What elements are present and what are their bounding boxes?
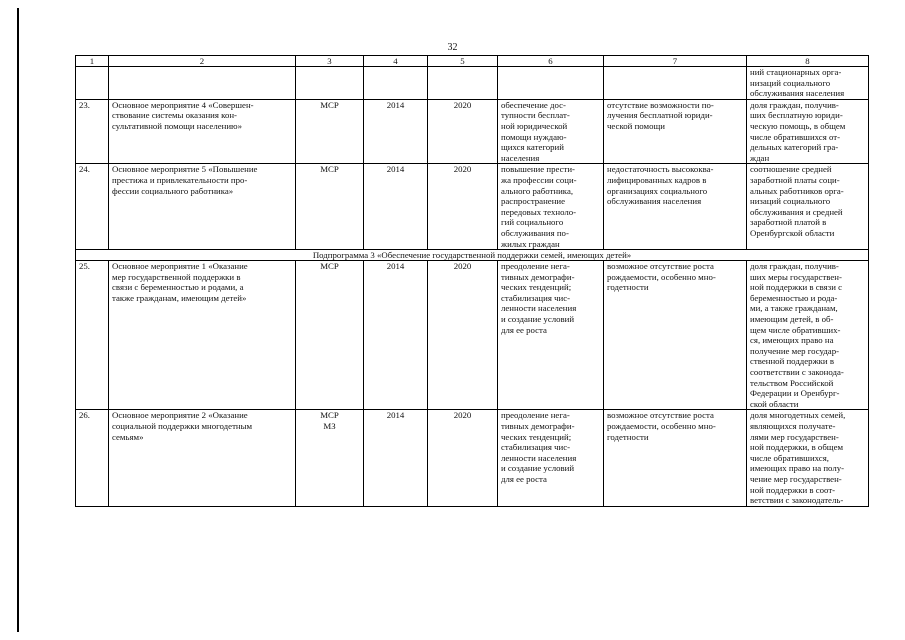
- program-activities-table: [75, 55, 869, 507]
- column-number-cell: 2: [109, 56, 296, 67]
- table-row: [76, 164, 869, 250]
- page-number: 32: [447, 42, 458, 53]
- executor-cell: [296, 164, 364, 250]
- indicator-line: лями мер государствен-: [750, 431, 839, 442]
- indicator-line: числе обратившихся,: [750, 452, 829, 463]
- indicator-line: ся, имеющих право на: [750, 335, 834, 346]
- executor-line: МСР: [320, 410, 339, 421]
- executor-cell: [296, 261, 364, 410]
- indicator-line: обслуживания и средней: [750, 206, 843, 217]
- indicator-cell: [747, 67, 869, 100]
- expected-result-line: жилых граждан: [501, 238, 560, 249]
- expected-result-line: для ее роста: [501, 324, 547, 335]
- indicator-line: заработной платы соци-: [750, 174, 840, 185]
- expected-result-line: тупности бесплат-: [501, 110, 570, 121]
- indicator-line: чение мер государствен-: [750, 473, 842, 484]
- expected-result-line: ленности населения: [501, 303, 577, 314]
- activity-name-line: фессии социального работника»: [112, 185, 234, 196]
- risks-line: рождаемости, особенно мно-: [607, 271, 716, 282]
- expected-result-line: повышение прести-: [501, 164, 575, 175]
- risks-line: возможное отсутствие роста: [607, 410, 714, 421]
- column-number-cell: 3: [296, 56, 364, 67]
- indicator-cell: [747, 261, 869, 410]
- expected-result-line: стабилизация чис-: [501, 292, 571, 303]
- expected-result-line: передовых техноло-: [501, 206, 577, 217]
- executor-line: МСР: [320, 99, 339, 110]
- activity-name-line: связи с беременностью и родами, а: [112, 282, 244, 293]
- activity-name-line: ствование системы оказания кон-: [112, 110, 237, 121]
- end-year-cell: 2020: [428, 410, 498, 506]
- indicator-line: соответствии с законода-: [750, 367, 844, 378]
- empty-cell: [498, 67, 604, 100]
- indicator-line: Федерации и Оренбург-: [750, 388, 840, 399]
- risks-line: ческой помощи: [607, 120, 665, 131]
- expected-result-line: распространение: [501, 196, 566, 207]
- indicator-line: заработной платой в: [750, 217, 827, 228]
- empty-cell: [364, 67, 428, 100]
- expected-result-line: щихся категорий: [501, 142, 564, 153]
- indicator-line: получение мер государ-: [750, 345, 840, 356]
- column-number-row: [76, 56, 869, 67]
- indicator-line: ветствии с законодатель-: [750, 495, 844, 506]
- page-binding-line: [17, 8, 19, 632]
- indicator-line: доля многодетных семей,: [750, 410, 846, 421]
- indicator-line: имеющим детей, в об-: [750, 314, 834, 325]
- risks-cell: [604, 261, 747, 410]
- empty-cell: [428, 67, 498, 100]
- expected-result-line: ленности населения: [501, 452, 577, 463]
- indicator-line: ческую помощь, в общем: [750, 120, 846, 131]
- indicator-line: числе обратившихся от-: [750, 131, 841, 142]
- executor-line: МСР: [320, 164, 339, 175]
- indicator-line: обслуживания населения: [750, 88, 845, 99]
- indicator-line: ственной поддержки в: [750, 356, 834, 367]
- end-year-cell: 2020: [428, 261, 498, 410]
- table-row: [76, 99, 869, 164]
- start-year-cell: 2014: [364, 261, 428, 410]
- expected-result-line: тивных демографи-: [501, 271, 575, 282]
- expected-result-line: гий социального: [501, 217, 564, 228]
- empty-cell: [604, 67, 747, 100]
- indicator-cell: [747, 99, 869, 164]
- row-number-cell: 24.: [76, 164, 109, 250]
- column-number-cell: 6: [498, 56, 604, 67]
- indicator-line: низаций социального: [750, 77, 831, 88]
- indicator-line: ших бесплатную юриди-: [750, 110, 843, 121]
- expected-result-line: и создание условий: [501, 463, 575, 474]
- indicator-line: ной поддержки, в общем: [750, 442, 844, 453]
- activity-name-line: Основное мероприятие 4 «Совершен-: [112, 99, 254, 110]
- column-number-cell: 8: [747, 56, 869, 67]
- activity-name-cell: [109, 410, 296, 506]
- end-year-cell: 2020: [428, 164, 498, 250]
- expected-result-line: преодоление нега-: [501, 261, 570, 272]
- indicator-line: низаций социального: [750, 196, 831, 207]
- executor-line: МСР: [320, 261, 339, 272]
- expected-result-cell: [498, 99, 604, 164]
- indicator-line: тельством Российской: [750, 377, 834, 388]
- activity-name-cell: [109, 261, 296, 410]
- risks-cell: [604, 99, 747, 164]
- expected-result-cell: [498, 410, 604, 506]
- activity-name-line: Основное мероприятие 2 «Оказание: [112, 410, 248, 421]
- indicator-line: ской области: [750, 398, 799, 409]
- risks-line: обслуживания населения: [607, 196, 702, 207]
- activity-name-line: престижа и привлекательности про-: [112, 174, 248, 185]
- indicator-line: беременностью и рода-: [750, 292, 838, 303]
- activity-name-line: социальной поддержки многодетным: [112, 421, 253, 431]
- expected-result-line: ального работника,: [501, 185, 574, 196]
- indicator-line: альных работников орга-: [750, 185, 844, 196]
- empty-cell: [76, 67, 109, 100]
- start-year-cell: 2014: [364, 410, 428, 506]
- activity-name-line: сультативной помощи населению»: [112, 120, 243, 131]
- indicator-line: соотношение средней: [750, 164, 832, 175]
- table-row: [76, 410, 869, 506]
- expected-result-line: ческих тенденций;: [501, 431, 572, 442]
- expected-result-cell: [498, 164, 604, 250]
- indicator-line: щем числе обративших-: [750, 324, 841, 335]
- expected-result-line: и создание условий: [501, 314, 575, 325]
- risks-line: отсутствие возможности по-: [607, 99, 714, 110]
- expected-result-line: жа профессии соци-: [501, 174, 577, 185]
- continuation-row: [76, 67, 869, 100]
- indicator-line: ми, а также гражданам,: [750, 303, 838, 314]
- row-number-cell: 23.: [76, 99, 109, 164]
- indicator-line: ших меры государствен-: [750, 271, 842, 282]
- expected-result-line: населения: [501, 152, 540, 163]
- indicator-line: доля граждан, получив-: [750, 99, 839, 110]
- empty-cell: [109, 67, 296, 100]
- risks-line: лучения бесплатной юриди-: [607, 110, 713, 121]
- empty-cell: [296, 67, 364, 100]
- indicator-line: ний стационарных орга-: [750, 67, 842, 77]
- activity-name-line: также гражданам, имеющим детей»: [112, 292, 247, 303]
- indicator-line: ной поддержки в связи с: [750, 282, 843, 293]
- activity-name-line: Основное мероприятие 1 «Оказание: [112, 261, 248, 272]
- table-row: [76, 261, 869, 410]
- risks-cell: [604, 164, 747, 250]
- subprogram-row: [76, 250, 869, 261]
- indicator-line: дельных категорий гра-: [750, 142, 839, 153]
- expected-result-line: обеспечение дос-: [501, 99, 566, 110]
- indicator-cell: [747, 410, 869, 506]
- expected-result-line: ческих тенденций;: [501, 282, 572, 293]
- column-number-cell: 1: [76, 56, 109, 67]
- indicator-line: являющихся получате-: [750, 421, 836, 431]
- expected-result-cell: [498, 261, 604, 410]
- expected-result-line: для ее роста: [501, 473, 547, 484]
- row-number-cell: 25.: [76, 261, 109, 410]
- subprogram-title: Подпрограмма 3 «Обеспечение государственной поддержки семей, имеющих детей»: [76, 250, 869, 261]
- indicator-line: ной поддержки в соот-: [750, 484, 836, 495]
- indicator-line: доля граждан, получив-: [750, 261, 839, 272]
- expected-result-line: тивных демографи-: [501, 421, 575, 431]
- indicator-line: имеющих право на полу-: [750, 463, 845, 474]
- risks-line: годетности: [607, 431, 649, 442]
- column-number-cell: 5: [428, 56, 498, 67]
- expected-result-line: помощи нуждаю-: [501, 131, 567, 142]
- risks-line: годетности: [607, 282, 649, 293]
- activity-name-line: мер государственной поддержки в: [112, 271, 241, 282]
- start-year-cell: 2014: [364, 164, 428, 250]
- indicator-line: Оренбургской области: [750, 227, 835, 238]
- risks-line: недостаточность высококва-: [607, 164, 714, 175]
- executor-cell: [296, 410, 364, 506]
- indicator-line: ждан: [750, 152, 770, 163]
- risks-cell: [604, 410, 747, 506]
- executor-cell: [296, 99, 364, 164]
- risks-line: лифицированных кадров в: [607, 174, 707, 185]
- activity-name-line: Основное мероприятие 5 «Повышение: [112, 164, 258, 175]
- activity-name-line: семьям»: [112, 431, 144, 442]
- start-year-cell: 2014: [364, 99, 428, 164]
- expected-result-line: преодоление нега-: [501, 410, 570, 421]
- risks-line: организациях социального: [607, 185, 708, 196]
- risks-line: рождаемости, особенно мно-: [607, 421, 716, 431]
- indicator-cell: [747, 164, 869, 250]
- risks-line: возможное отсутствие роста: [607, 261, 714, 272]
- end-year-cell: 2020: [428, 99, 498, 164]
- column-number-cell: 7: [604, 56, 747, 67]
- activity-name-cell: [109, 164, 296, 250]
- column-number-cell: 4: [364, 56, 428, 67]
- expected-result-line: стабилизация чис-: [501, 442, 571, 453]
- activity-name-cell: [109, 99, 296, 164]
- expected-result-line: ной юридической: [501, 120, 568, 131]
- expected-result-line: обслуживания по-: [501, 227, 569, 238]
- row-number-cell: 26.: [76, 410, 109, 506]
- executor-line: МЗ: [323, 421, 336, 431]
